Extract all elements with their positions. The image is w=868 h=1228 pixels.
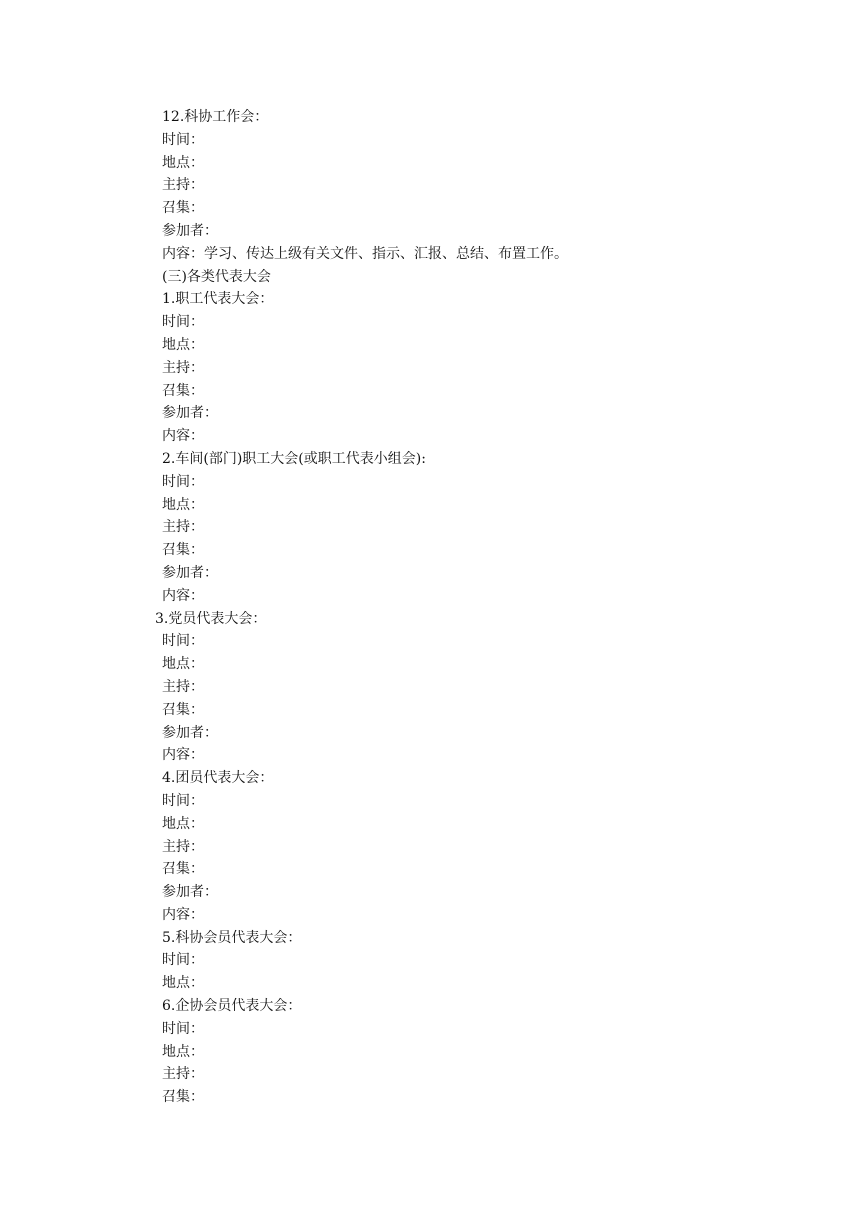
field-participants: 参加者： bbox=[162, 222, 218, 239]
field-location: 地点： bbox=[162, 154, 204, 171]
field-convener: 召集： bbox=[162, 382, 204, 399]
field-content: 内容： bbox=[162, 747, 204, 764]
field-convener: 召集： bbox=[162, 701, 204, 718]
section-heading: 2.车间(部门)职工大会(或职工代表小组会): bbox=[162, 450, 426, 467]
field-location: 地点： bbox=[162, 336, 204, 353]
section-heading: 4.团员代表大会： bbox=[162, 770, 274, 787]
field-participants: 参加者： bbox=[162, 884, 218, 901]
section-heading: 12.科协工作会： bbox=[162, 109, 269, 125]
field-location: 地点： bbox=[162, 496, 204, 513]
field-content: 内容： bbox=[162, 428, 204, 445]
field-convener: 召集： bbox=[162, 1089, 204, 1106]
section-heading: 6.企协会员代表大会： bbox=[162, 998, 302, 1015]
field-host: 主持： bbox=[162, 177, 204, 194]
field-convener: 召集： bbox=[162, 200, 204, 217]
field-location: 地点： bbox=[162, 1043, 204, 1060]
field-participants: 参加者： bbox=[162, 724, 218, 741]
field-content: 内容：学习、传达上级有关文件、指示、汇报、总结、布置工作。 bbox=[162, 245, 568, 262]
field-time: 时间： bbox=[162, 792, 204, 809]
field-convener: 召集： bbox=[162, 861, 204, 878]
document-body bbox=[155, 106, 568, 1109]
field-participants: 参加者： bbox=[162, 564, 218, 581]
chapter-heading: (三)各类代表大会 bbox=[162, 268, 271, 285]
field-time: 时间： bbox=[162, 633, 204, 650]
field-content: 内容： bbox=[162, 906, 204, 923]
field-host: 主持： bbox=[162, 678, 204, 695]
field-location: 地点： bbox=[162, 656, 204, 673]
field-host: 主持： bbox=[162, 359, 204, 376]
field-host: 主持： bbox=[162, 838, 204, 855]
field-content: 内容： bbox=[162, 587, 204, 604]
field-convener: 召集： bbox=[162, 542, 204, 559]
section-heading: 3.党员代表大会： bbox=[155, 610, 267, 627]
field-participants: 参加者： bbox=[162, 405, 218, 422]
field-time: 时间： bbox=[162, 314, 204, 331]
field-time: 时间： bbox=[162, 952, 204, 969]
field-time: 时间： bbox=[162, 473, 204, 490]
section-heading: 1.职工代表大会： bbox=[162, 291, 274, 308]
field-location: 地点： bbox=[162, 815, 204, 832]
field-host: 主持： bbox=[162, 1066, 204, 1083]
section-heading: 5.科协会员代表大会： bbox=[162, 929, 302, 946]
field-time: 时间： bbox=[162, 131, 204, 148]
field-host: 主持： bbox=[162, 519, 204, 536]
field-time: 时间： bbox=[162, 1020, 204, 1037]
field-location: 地点： bbox=[162, 975, 204, 992]
